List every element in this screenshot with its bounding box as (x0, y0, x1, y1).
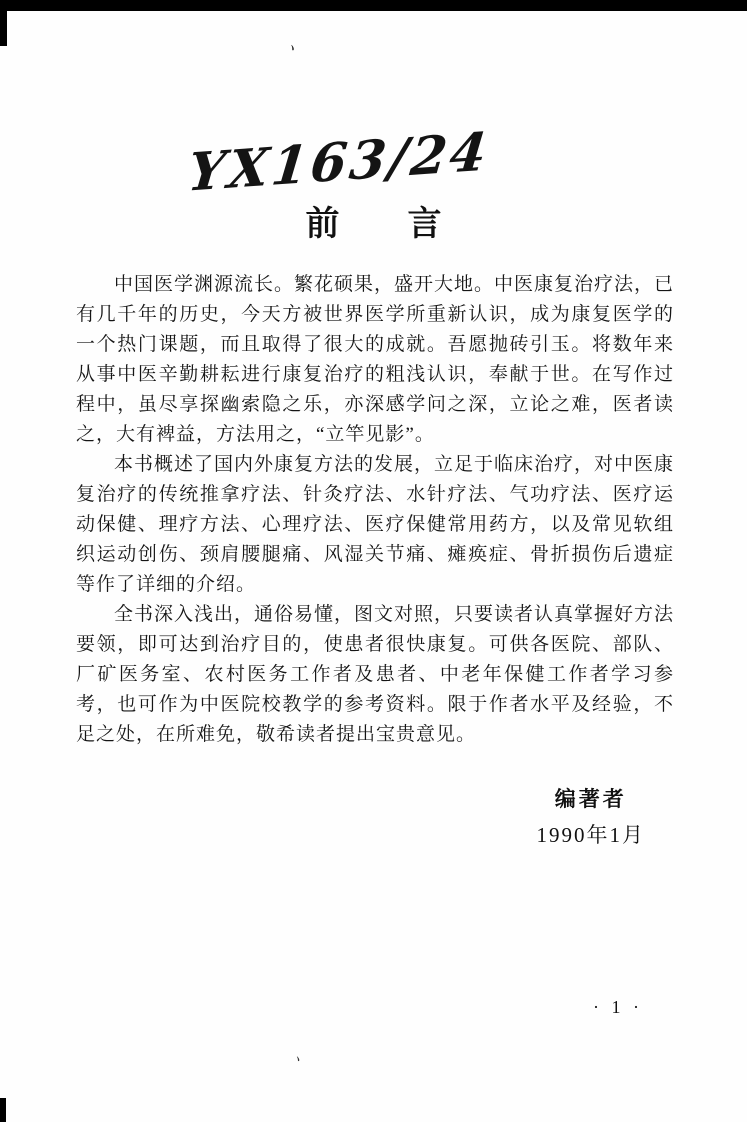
paragraph-1: 中国医学渊源流长。繁花硕果，盛开大地。中医康复治疗法，已有几千年的历史，今天方被世界医学所重新认识，成为康复医学的一个热门课题，而且取得了很大的成就。吾愿抛砖引玉。将数年来从事中医辛勤耕耘进行康复治疗的粗浅认识，奉献于世。在写作过程中，虽尽享探幽索隐之乐，亦深感学问之深，立论之难，医者读之，大有裨益，方法用之，“立竿见影”。 (76, 274, 675, 445)
author-signature: 编著者 (554, 787, 627, 811)
scan-edge-top (0, 0, 747, 11)
scan-edge-bottom-left (0, 1098, 6, 1122)
scan-edge-left-corner (0, 0, 7, 46)
publication-date: 1990年1月 (536, 823, 645, 847)
handwritten-call-number: YX163/24 (185, 121, 493, 204)
paragraph-3: 全书深入浅出，通俗易懂，图文对照，只要读者认真掌握好方法要领，即可达到治疗目的，使患者很快康复。可供各医院、部队、厂矿医务室、农村医务工作者及患者、中老年保健工作者学习参考，也可作为中医院校教学的参考资料。限于作者水平及经验，不足之处，在所难免，敬希读者提出宝贵意见。 (76, 604, 675, 745)
page-number: · 1 · (593, 997, 643, 1017)
stray-pen-mark-top: 、 (287, 33, 312, 59)
paragraph-2: 本书概述了国内外康复方法的发展，立足于临床治疗，对中医康复治疗的传统推拿疗法、针灸疗法、水针疗法、气功疗法、医疗运动保健、理疗方法、心理疗法、医疗保健常用药方，以及常见软组织运动创伤、颈肩腰腿痛、风湿关节痛、瘫痪症、骨折损伤后遗症等作了详细的介绍。 (76, 454, 675, 595)
page-title: 前 言 (305, 206, 442, 243)
stray-pen-mark-bottom: 、 (293, 1047, 315, 1069)
signature-block (537, 783, 646, 849)
preface-body (76, 270, 674, 750)
